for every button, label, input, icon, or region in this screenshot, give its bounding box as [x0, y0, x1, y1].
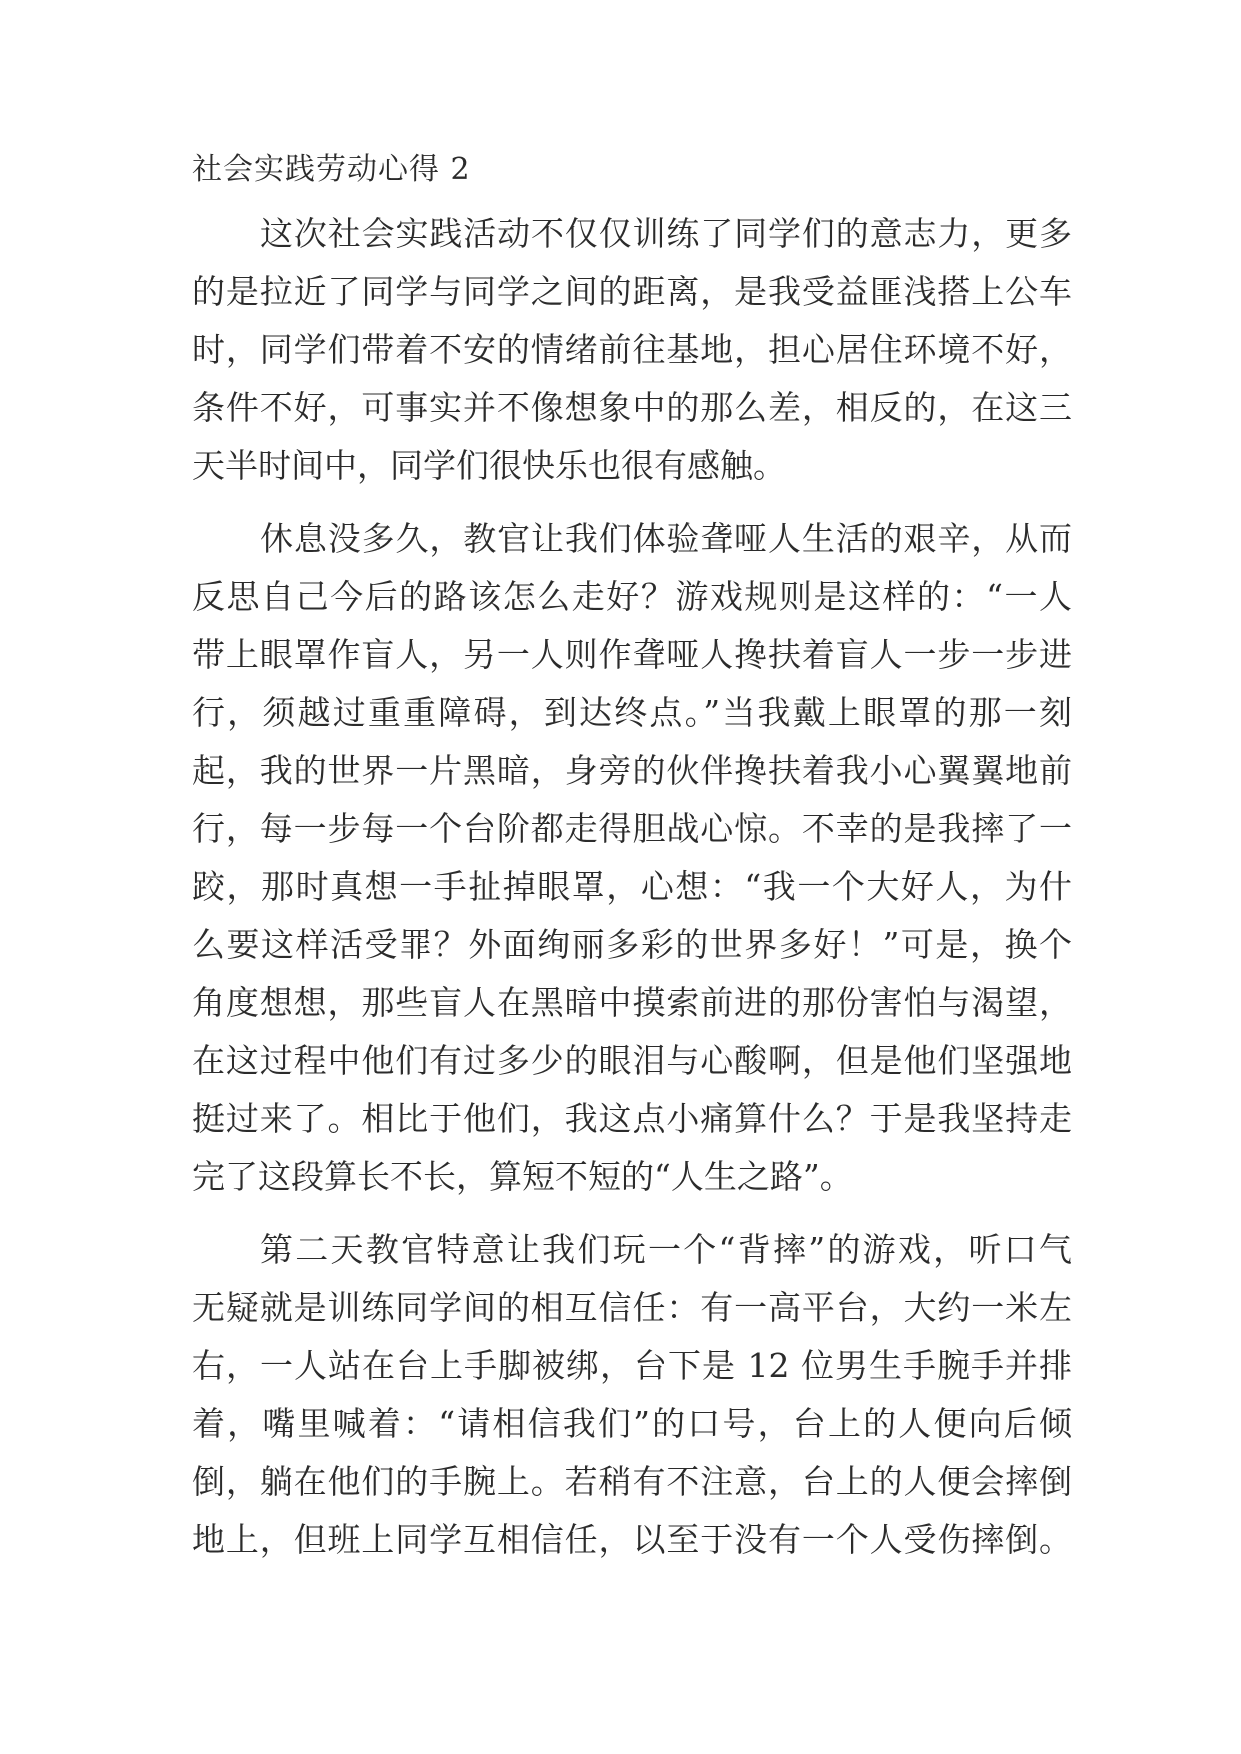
paragraph-line: 在这过程中他们有过多少的眼泪与心酸啊，但是他们坚强地: [192, 1041, 1072, 1080]
paragraph-line: 带上眼罩作盲人，另一人则作聋哑人搀扶着盲人一步一步进: [192, 635, 1072, 674]
paragraph-line: 么要这样活受罪？外面绚丽多彩的世界多好！”可是，换个: [192, 925, 1072, 964]
paragraph-line: 挺过来了。相比于他们，我这点小痛算什么？于是我坚持走: [192, 1099, 1072, 1138]
paragraph-line: 天半时间中，同学们很快乐也很有感触。: [192, 446, 786, 485]
paragraph-line: 第二天教官特意让我们玩一个“背摔”的游戏，听口气: [260, 1230, 1072, 1269]
document-content: [192, 150, 1072, 1584]
paragraph-line: 角度想想，那些盲人在黑暗中摸索前进的那份害怕与渴望，: [192, 983, 1072, 1022]
paragraph-line: 休息没多久，教官让我们体验聋哑人生活的艰辛，从而: [260, 519, 1072, 558]
paragraph-2: [192, 510, 1072, 1206]
paragraph-line: 地上，但班上同学互相信任，以至于没有一个人受伤摔倒。: [192, 1520, 1072, 1559]
paragraph-line: 行，每一步每一个台阶都走得胆战心惊。不幸的是我摔了一: [192, 809, 1072, 848]
paragraph-line: 这次社会实践活动不仅仅训练了同学们的意志力，更多: [260, 214, 1072, 253]
paragraph-1: [192, 205, 1072, 495]
paragraph-line: 跤，那时真想一手扯掉眼罩，心想：“我一个大好人，为什: [192, 867, 1072, 906]
paragraph-3: [192, 1221, 1072, 1569]
paragraph-line: 起，我的世界一片黑暗，身旁的伙伴搀扶着我小心翼翼地前: [192, 751, 1072, 790]
paragraph-line: 的是拉近了同学与同学之间的距离，是我受益匪浅搭上公车: [192, 272, 1072, 311]
paragraph-line: 倒，躺在他们的手腕上。若稍有不注意，台上的人便会摔倒: [192, 1462, 1072, 1501]
document-title: 社会实践劳动心得 2: [192, 152, 471, 187]
paragraph-line: 右，一人站在台上手脚被绑，台下是 12 位男生手腕手并排: [192, 1346, 1072, 1385]
paragraph-line: 行，须越过重重障碍，到达终点。”当我戴上眼罩的那一刻: [192, 693, 1072, 732]
paragraph-line: 时，同学们带着不安的情绪前往基地，担心居住环境不好，: [192, 330, 1072, 369]
paragraph-line: 着，嘴里喊着：“请相信我们”的口号，台上的人便向后倾: [192, 1404, 1072, 1443]
paragraph-line: 反思自己今后的路该怎么走好？游戏规则是这样的：“一人: [192, 577, 1072, 616]
paragraph-line: 完了这段算长不长，算短不短的“人生之路”。: [192, 1157, 853, 1196]
paragraph-line: 条件不好，可事实并不像想象中的那么差，相反的，在这三: [192, 388, 1072, 427]
paragraph-line: 无疑就是训练同学间的相互信任：有一高平台，大约一米左: [192, 1288, 1072, 1327]
